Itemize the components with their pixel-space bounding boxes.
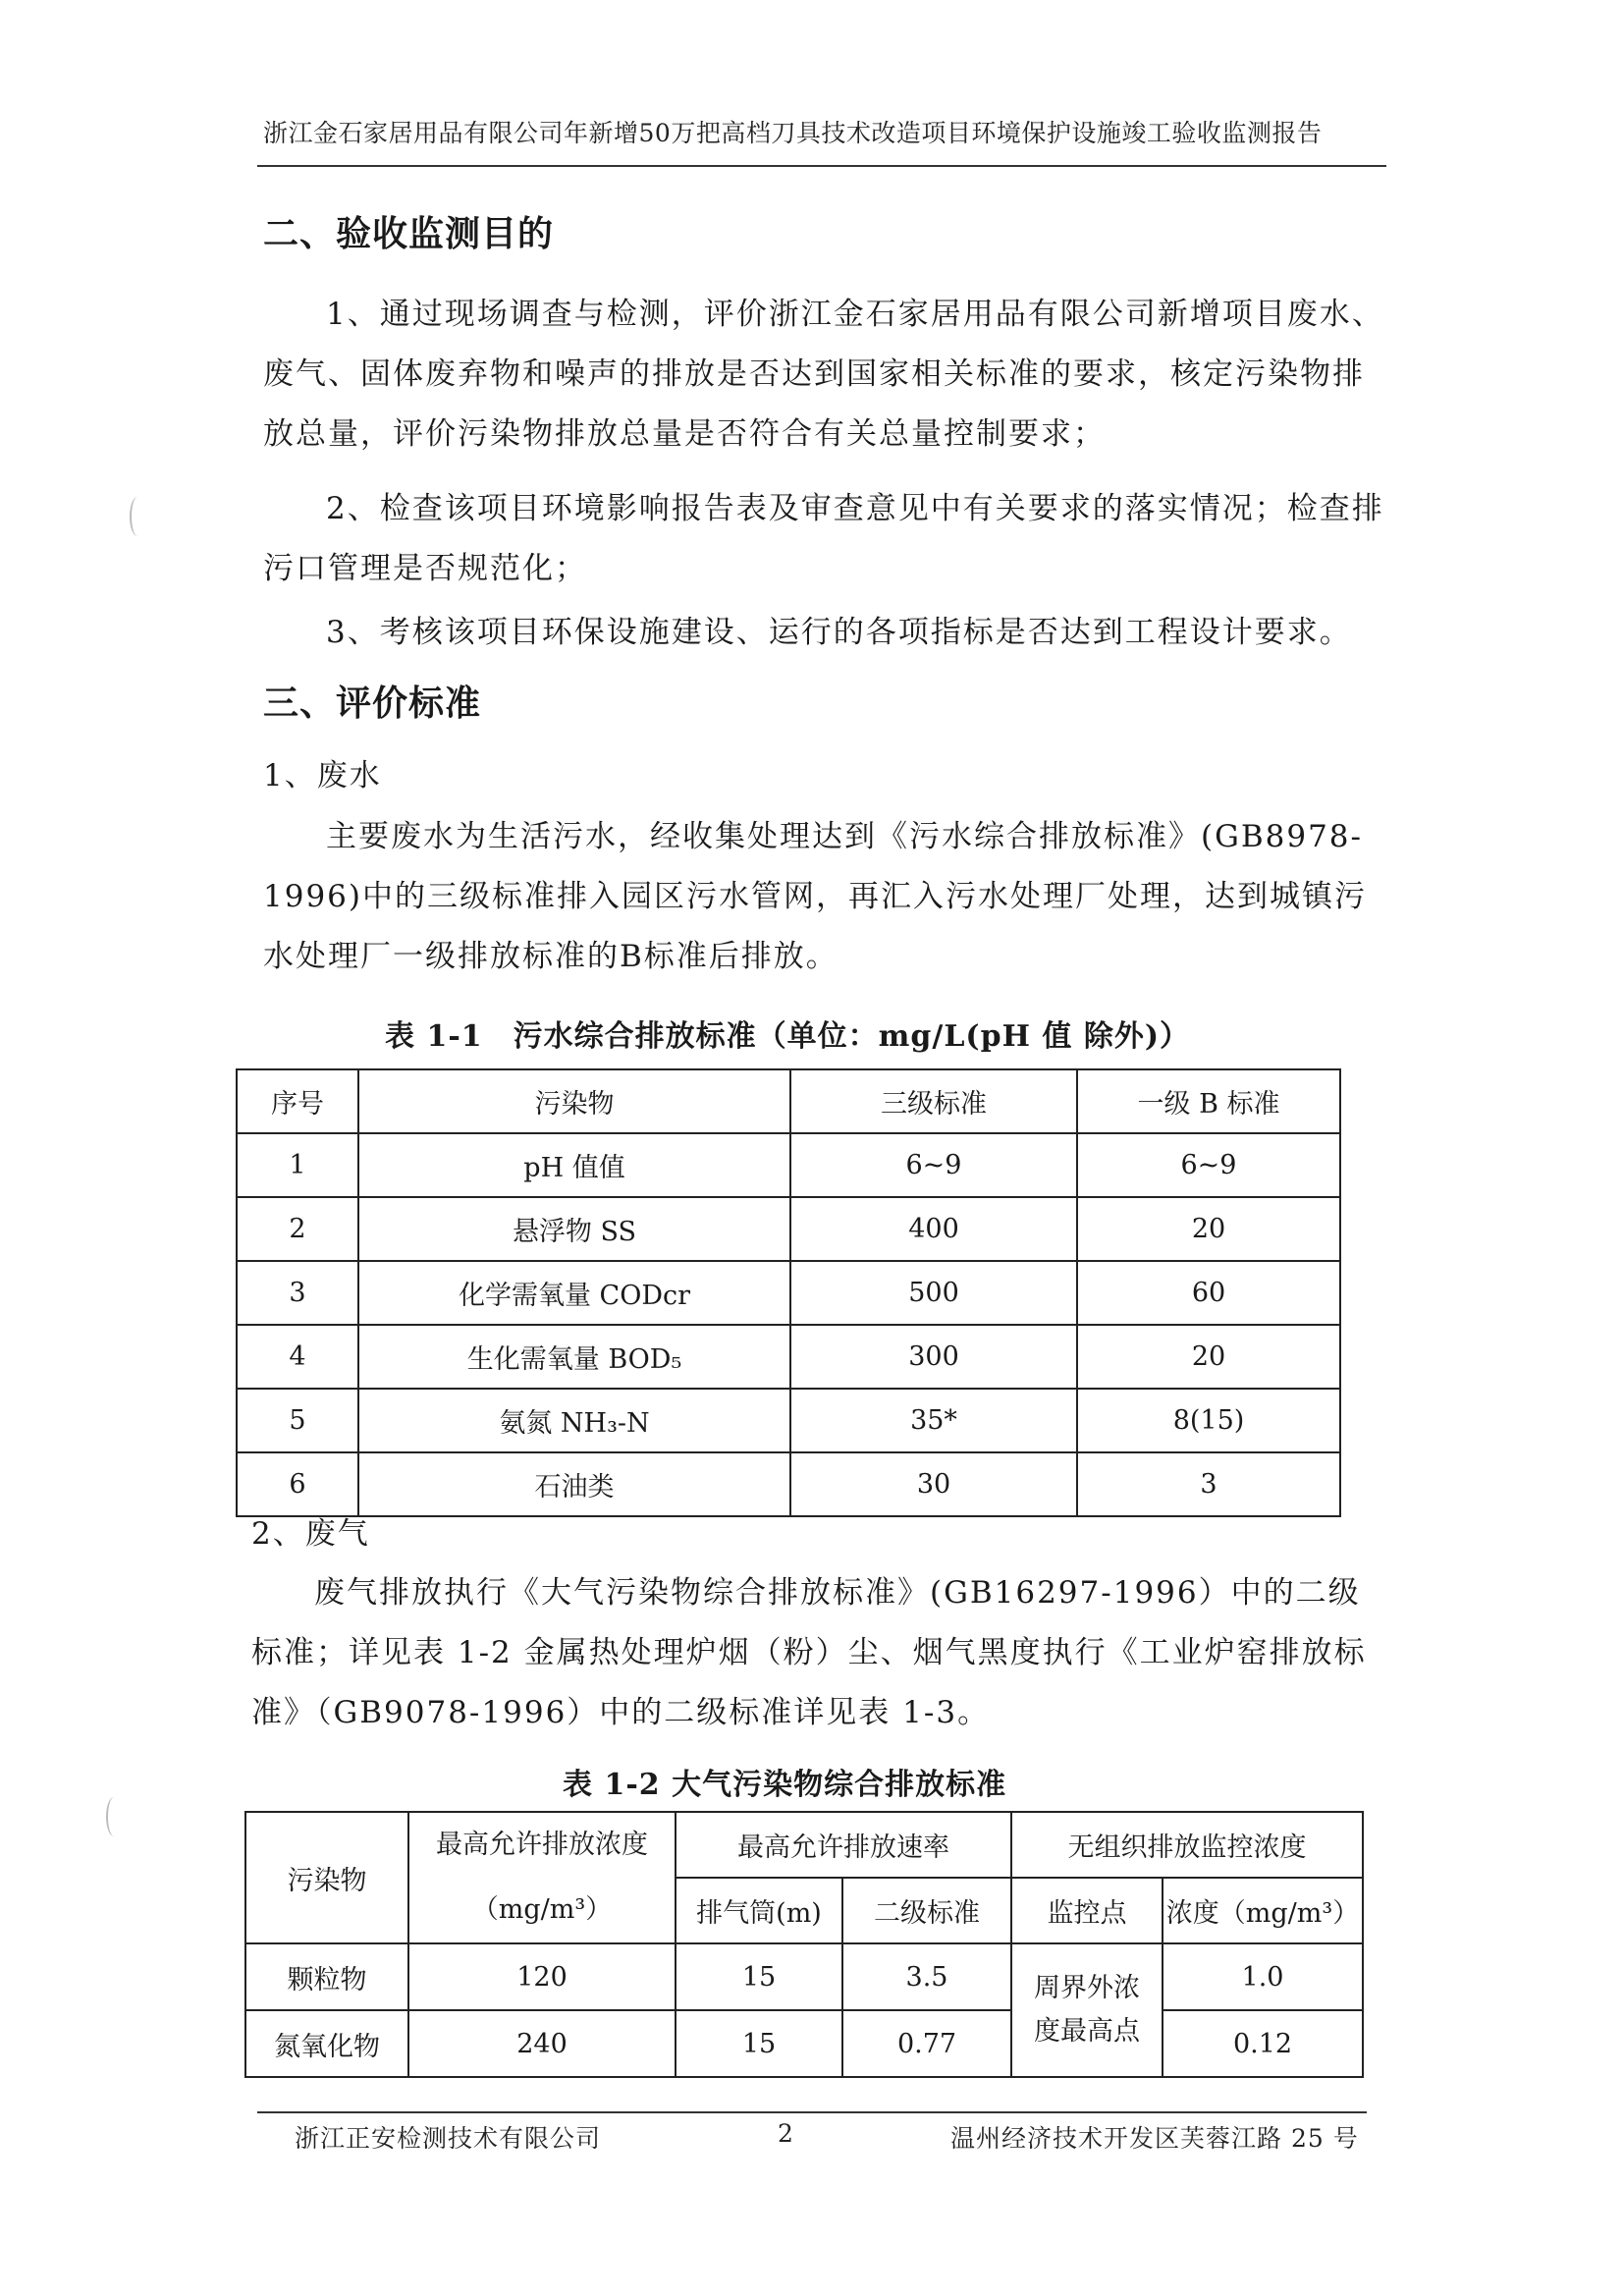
table-row	[245, 1943, 1363, 2010]
table-cell: 氮氧化物	[245, 2010, 408, 2077]
table-cell: 1.0	[1163, 1943, 1363, 2010]
table-cell: 240	[408, 2010, 676, 2077]
table-cell: 300	[790, 1325, 1077, 1389]
table-cell: 35*	[790, 1389, 1077, 1452]
table-row	[237, 1133, 1340, 1197]
wastewater-subtitle: 1、废水	[263, 758, 382, 793]
table-1-1-caption: 表 1-1 污水综合排放标准（单位：mg/L(pH 值 除外)）	[385, 1019, 1191, 1054]
table-row	[245, 2010, 1363, 2077]
table-header-row	[245, 1812, 1363, 1878]
table-cell: 化学需氧量 CODcr	[358, 1261, 790, 1325]
wastewater-paragraph: 主要废水为生活污水，经收集处理达到《污水综合排放标准》(GB8978-1996)中的三级标准排入园区污水管网，再汇入污水处理厂处理，达到城镇污水处理厂一级排放标准的B标准后排放。	[263, 819, 1367, 974]
header-cell: 一级 B 标准	[1077, 1069, 1340, 1133]
table-cell: 3.5	[842, 1943, 1011, 2010]
header-cell: 监控点	[1011, 1878, 1163, 1943]
header-cell-line: 最高允许排放浓度	[436, 1830, 648, 1860]
waste-gas-paragraph: 废气排放执行《大气污染物综合排放标准》(GB16297-1996）中的二级标准；详见表 1-2 金属热处理炉烟（粉）尘、烟气黑度执行《工业炉窑排放标准》（GB9078-1996）中的二级标准详见表 1-3。	[251, 1575, 1367, 1730]
table-cell: 颗粒物	[245, 1943, 408, 2010]
table-cell: 生化需氧量 BOD₅	[358, 1325, 790, 1389]
table-cell: 3	[1077, 1452, 1340, 1516]
running-header: 浙江金石家居用品有限公司年新增50万把高档刀具技术改造项目环境保护设施竣工验收监测报告	[263, 119, 1323, 147]
table-cell: 3	[237, 1261, 358, 1325]
header-cell: 无组织排放监控浓度	[1011, 1812, 1363, 1878]
waste-gas-subtitle: 2、废气	[251, 1516, 370, 1552]
section-2-paragraph-3: 3、考核该项目环保设施建设、运行的各项指标是否达到工程设计要求。	[326, 615, 1352, 650]
section-3-title: 三、评价标准	[263, 683, 482, 724]
table-cell: 2	[237, 1197, 358, 1261]
table-header-row	[237, 1069, 1340, 1133]
header-cell: 排气筒(m)	[676, 1878, 842, 1943]
table-cell: 500	[790, 1261, 1077, 1325]
table-cell: 0.77	[842, 2010, 1011, 2077]
table-cell: 5	[237, 1389, 358, 1452]
table-row	[237, 1261, 1340, 1325]
table-cell: 120	[408, 1943, 676, 2010]
wastewater-standard-table	[236, 1068, 1341, 1517]
air-pollutant-standard-table	[244, 1811, 1364, 2078]
table-cell: 15	[676, 1943, 842, 2010]
table-cell: 400	[790, 1197, 1077, 1261]
table-row	[237, 1325, 1340, 1389]
header-cell: 二级标准	[842, 1878, 1011, 1943]
table-cell: 6	[237, 1452, 358, 1516]
header-cell: 污染物	[358, 1069, 790, 1133]
footer-address: 温州经济技术开发区芙蓉江路 25 号	[950, 2124, 1359, 2153]
header-divider	[257, 165, 1386, 167]
header-cell: 污染物	[245, 1812, 408, 1943]
header-cell: 三级标准	[790, 1069, 1077, 1133]
header-cell: 序号	[237, 1069, 358, 1133]
table-cell: 15	[676, 2010, 842, 2077]
table-cell: 氨氮 NH₃-N	[358, 1389, 790, 1452]
table-cell: 20	[1077, 1197, 1340, 1261]
table-cell: 6~9	[790, 1133, 1077, 1197]
table-cell: 4	[237, 1325, 358, 1389]
table-cell: 60	[1077, 1261, 1340, 1325]
table-cell: 石油类	[358, 1452, 790, 1516]
table-cell: 1	[237, 1133, 358, 1197]
section-2-paragraph-2: 2、检查该项目环境影响报告表及审查意见中有关要求的落实情况；检查排污口管理是否规范化；	[263, 491, 1384, 586]
table-cell: 周界外浓度最高点	[1011, 1943, 1163, 2077]
table-row	[237, 1452, 1340, 1516]
section-2-title: 二、验收监测目的	[263, 213, 555, 254]
footer-divider	[257, 2111, 1367, 2113]
header-cell-line: （mg/m³）	[471, 1894, 613, 1925]
page-number: 2	[778, 2119, 794, 2148]
section-2-paragraph-1: 1、通过现场调查与检测，评价浙江金石家居用品有限公司新增项目废水、废气、固体废弃物和噪声的排放是否达到国家相关标准的要求，核定污染物排放总量，评价污染物排放总量是否符合有关总量控制要求；	[263, 297, 1384, 452]
table-1-2-caption: 表 1-2 大气污染物综合排放标准	[563, 1768, 1007, 1802]
scan-mark	[106, 1797, 122, 1836]
header-cell: 最高允许排放速率	[676, 1812, 1011, 1878]
table-cell: 20	[1077, 1325, 1340, 1389]
header-cell	[408, 1812, 676, 1943]
table-cell: pH 值值	[358, 1133, 790, 1197]
scan-mark	[130, 497, 145, 536]
table-row	[237, 1389, 1340, 1452]
table-cell: 30	[790, 1452, 1077, 1516]
footer-company: 浙江正安检测技术有限公司	[295, 2124, 602, 2153]
header-cell: 浓度（mg/m³）	[1163, 1878, 1363, 1943]
table-cell: 8(15)	[1077, 1389, 1340, 1452]
table-cell: 6~9	[1077, 1133, 1340, 1197]
table-cell: 0.12	[1163, 2010, 1363, 2077]
table-cell: 悬浮物 SS	[358, 1197, 790, 1261]
table-row	[237, 1197, 1340, 1261]
